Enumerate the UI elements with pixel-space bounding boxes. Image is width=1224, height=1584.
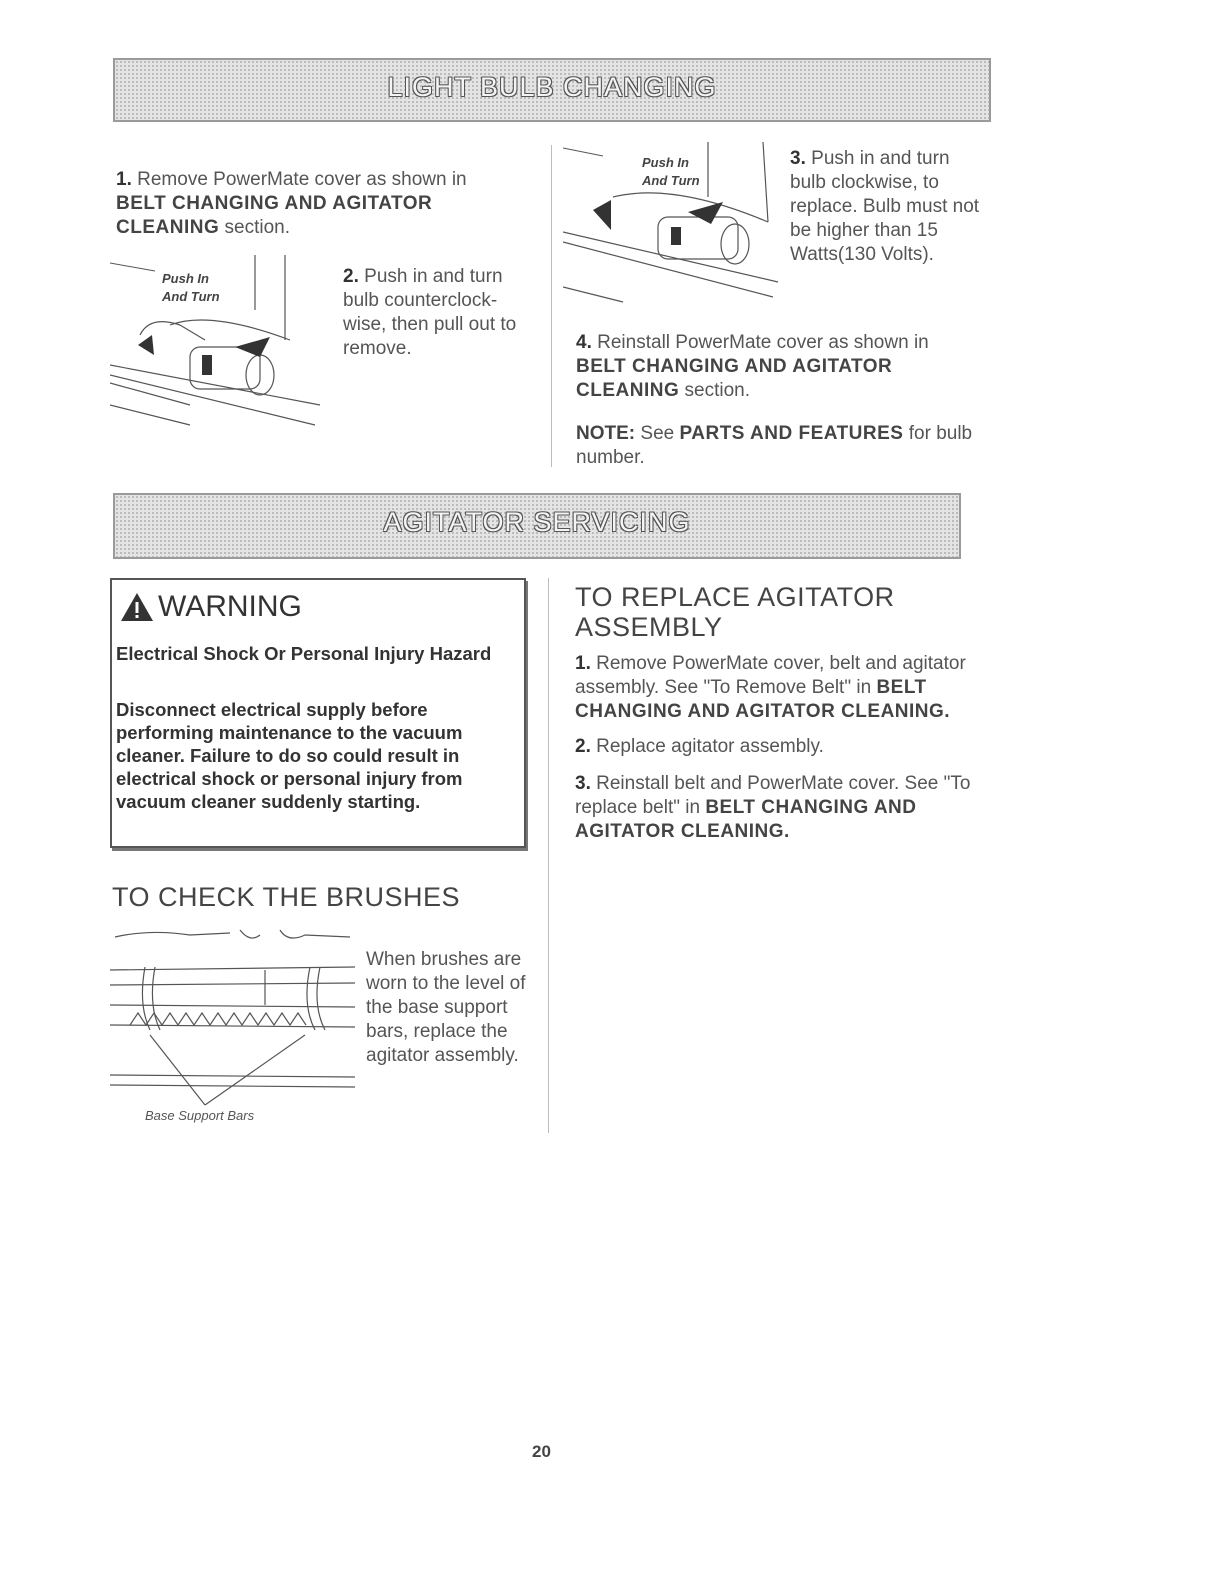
page-number: 20 (532, 1442, 551, 1461)
check-brushes-text: When brushes are worn to the level of the base support bars, replace the agitator assembly. (366, 949, 526, 1066)
light-bulb-title: LIGHT BULB CHANGING (387, 72, 717, 102)
bulb-note: NOTE: See PARTS AND FEATURES for bulb number. (576, 423, 973, 468)
replace-agitator-heading: TO REPLACE AGITATOR ASSEMBLY (575, 582, 895, 642)
column-divider-bottom (548, 578, 549, 1133)
warning-title: WARNING (120, 590, 302, 624)
check-brushes-heading: TO CHECK THE BRUSHES (112, 882, 461, 912)
light-bulb-banner (113, 58, 991, 122)
warning-box (110, 578, 526, 848)
bulb-step-2: 2. Push in and turn bulb counterclock-wise, then pull out to remove. (343, 266, 517, 359)
agitator-step-1: 1. Remove PowerMate cover, belt and agitator assembly. See "To Remove Belt" in BELT CHANGING AND AGITATOR CLEANING. (575, 653, 966, 722)
brush-illustration (110, 925, 358, 1115)
bulb-illustration-label-2: Push In And Turn (642, 155, 700, 188)
bulb-step-1: 1. Remove PowerMate cover as shown in BELT CHANGING AND AGITATOR CLEANING section. (116, 169, 467, 238)
column-divider-top (551, 145, 552, 467)
base-support-bars-caption: Base Support Bars (145, 1108, 255, 1123)
agitator-banner (113, 493, 961, 559)
agitator-step-3: 3. Reinstall belt and PowerMate cover. See "To replace belt" in BELT CHANGING AND AGITATOR CLEANING. (575, 773, 971, 842)
agitator-title: AGITATOR SERVICING (383, 507, 691, 537)
warning-body: Disconnect electrical supply before performing maintenance to the vacuum cleaner. Failure to do so could result in electrical shock or personal injury from vacuum cleaner suddenly starting. (116, 699, 463, 812)
warning-triangle-icon (120, 592, 154, 622)
bulb-illustration-label-1: Push In And Turn (162, 271, 220, 304)
bulb-step-3: 3. Push in and turn bulb clockwise, to replace. Bulb must not be higher than 15 Watts(130 Volts). (790, 148, 980, 265)
agitator-step-2: 2. Replace agitator assembly. (575, 736, 824, 757)
warning-hazard: Electrical Shock Or Personal Injury Hazard (116, 643, 492, 664)
bulb-removal-illustration (110, 255, 330, 435)
bulb-step-4: 4. Reinstall PowerMate cover as shown in BELT CHANGING AND AGITATOR CLEANING section. (576, 332, 929, 401)
